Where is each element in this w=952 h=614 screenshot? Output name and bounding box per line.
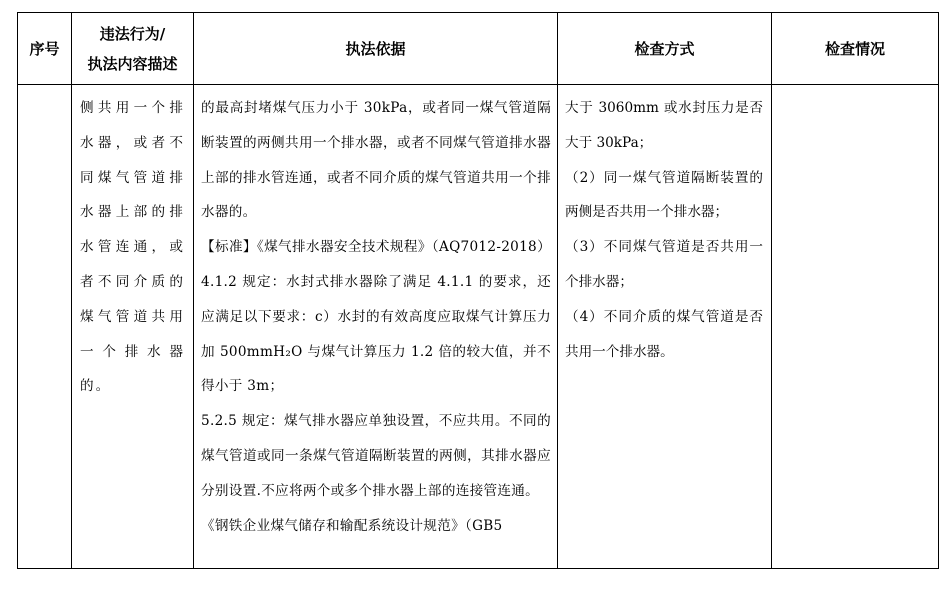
regulation-table [17,12,939,569]
basis-text [194,85,557,543]
method-item: （4）不同介质的煤气管道是否共用一个排水器。 [565,308,763,360]
cell-method [558,85,772,569]
basis-paragraph: 【标准】《煤气排水器安全技术规程》（AQ7012-2018）4.1.2 规定：水封式排水器除了满足 4.1.1 的要求，还应满足以下要求：c）水封的有效高度应取煤气计算压力加 500mmH₂O 与煤气计算压力 1.2 倍的较大值，并不得小于 3m； [201,239,551,395]
header-method-label: 检查方式 [634,39,695,58]
header-seq [18,13,72,85]
header-basis-label: 执法依据 [345,39,406,58]
status-text [772,85,938,91]
header-violation-line1: 违法行为/ [99,24,166,43]
violation-text: 侧共用一个排水器，或者不同煤气管道排水器上部的排水管连通，或者不同介质的煤气管道共用一个排水器的。 [80,100,185,395]
header-row [18,13,939,85]
seq-text [18,85,71,91]
method-item: （3）不同煤气管道是否共用一个排水器； [565,239,763,290]
cell-basis [194,85,558,569]
basis-paragraph: 5.2.5 规定：煤气排水器应单独设置，不应共用。不同的煤气管道或同一条煤气管道隔断装置的两侧，其排水器应分别设置.不应将两个或多个排水器上部的连接管连通。 [201,413,551,499]
basis-paragraph: 的最高封堵煤气压力小于 30kPa，或者同一煤气管道隔断装置的两侧共用一个排水器，或者不同煤气管道排水器上部的排水管连通，或者不同介质的煤气管道共用一个排水器的。 [201,100,551,221]
header-violation-line2: 执法内容描述 [87,54,178,73]
method-item: 大于 3060mm 或水封压力是否大于 30kPa； [565,100,763,151]
basis-paragraph: 《钢铁企业煤气储存和输配系统设计规范》（GB5 [201,517,503,534]
cell-status [772,85,939,569]
header-status [772,13,939,85]
header-seq-label: 序号 [29,39,60,58]
cell-violation [72,85,194,569]
cell-seq [18,85,72,569]
header-method [558,13,772,85]
header-violation [72,13,194,85]
header-basis [194,13,558,85]
method-item: （2）同一煤气管道隔断装置的两侧是否共用一个排水器； [565,169,763,221]
header-status-label: 检查情况 [824,39,885,58]
method-text [558,85,771,369]
table-row [18,85,939,569]
